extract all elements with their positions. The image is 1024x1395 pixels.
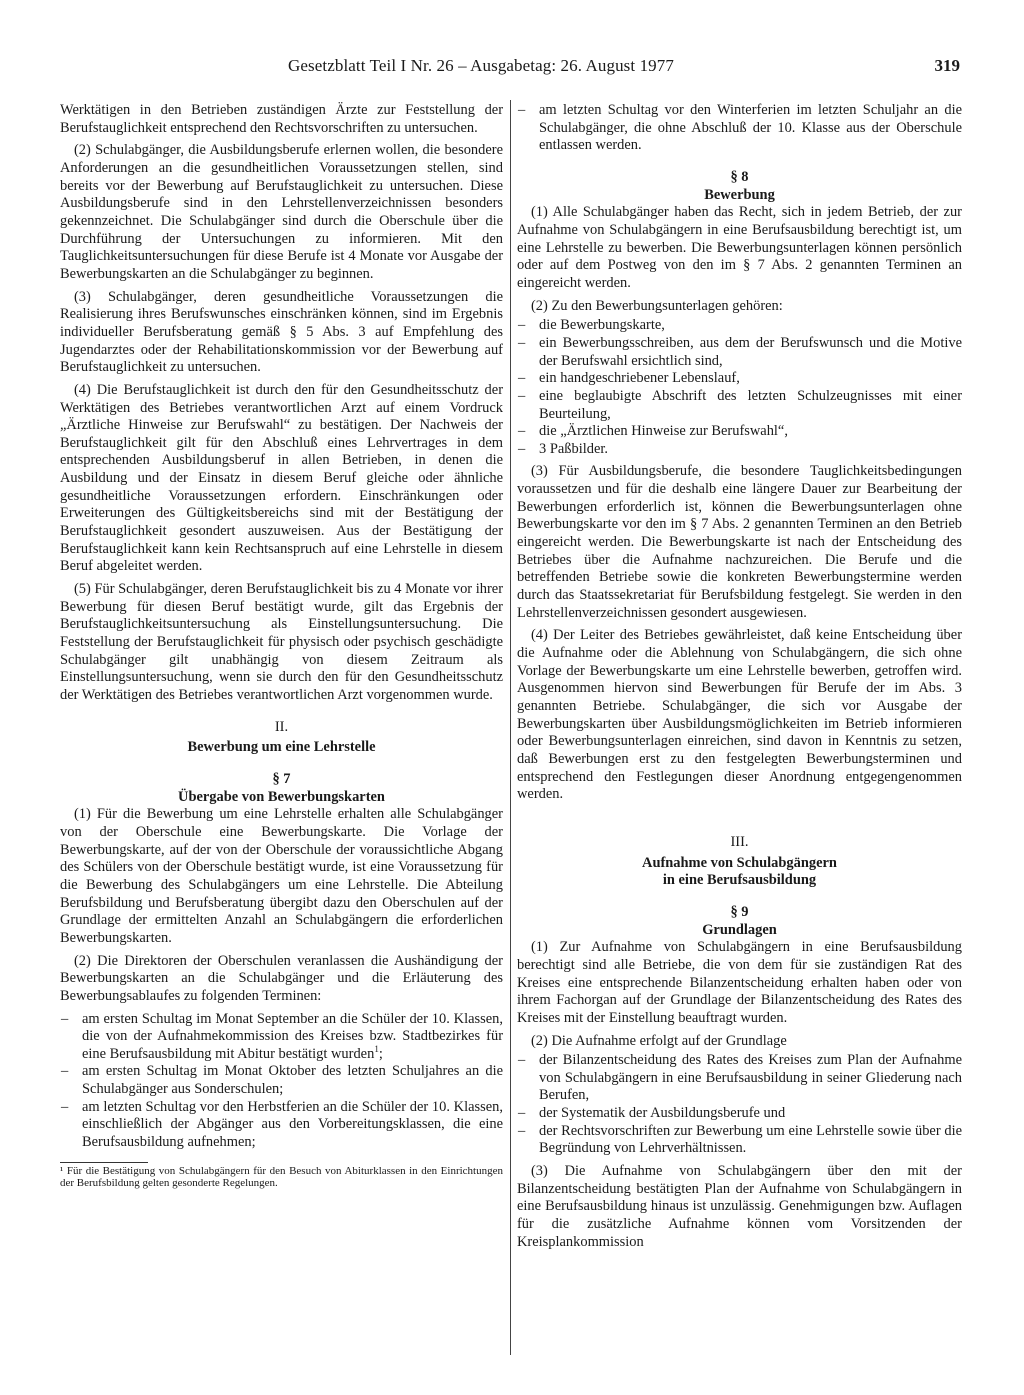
list-item: – am ersten Schultag im Monat Oktober des letzten Schuljahres an die Schulabgänger aus Sonderschulen; bbox=[60, 1063, 503, 1098]
paragraph-number: § 9 bbox=[730, 903, 749, 920]
list-item: – die „Ärztlichen Hinweise zur Berufswahl“, bbox=[517, 423, 962, 441]
paragraph-title: Übergabe von Bewerbungskarten bbox=[178, 788, 385, 805]
footnote-marker: 1 bbox=[374, 1044, 379, 1054]
paragraph: (5) Für Schulabgänger, deren Berufstauglichkeit bis zu 4 Monate vor ihrer Bewerbung für diesen Beruf bestätigt wurde, gilt das Ergebnis der Berufstauglichkeitsuntersuchung als Einstellungsuntersuchung. Die Feststellung der Berufstauglichkeit für physisch oder psychisch geschädigte Schulabgänger gilt unabhängig von diesem Zeitraum als Einstellungsuntersuchung, wenn sie durch den für den Gesundheitsschutz der Werktätigen des Betriebes verantwortlichen Arzt vorgenommen wurde. bbox=[60, 581, 503, 703]
paragraph: (4) Der Leiter des Betriebes gewährleistet, daß keine Entscheidung über die Aufnahme oder die Ablehnung von Schulabgängern, die sich ohne Vorlage der Bewerbungskarte um eine Lehrstelle bewerben, getroffen wird. Ausgenommen hiervon sind Bewerbungen für Berufe der im Abs. 3 genannten Betriebe. Schulabgänger, die sich vor Ausgabe der Bewerbungskarten über Ausbildungsmöglichkeiten im Betrieb informieren oder Bewerbungsunterlagen einreichen, sind davon in Kenntnis zu setzen, daß Bewerbungen erst zu den festgelegten Bewerbungsterminen und entsprechend den Festlegungen dieser Anordnung entgegengenommen werden. bbox=[517, 627, 962, 803]
column-divider bbox=[510, 100, 511, 1355]
paragraph: (1) Zur Aufnahme von Schulabgängern in eine Berufsausbildung berechtigt sind alle Betriebe, die von dem für sie zuständigen Rat des Kreises eine entsprechende Bilanzentscheidung erhalten haben oder von ihrem Fachorgan auf der Grundlage der Bilanzentscheidung des Rates des Kreises mit der Einstellung beauftragt wurden. bbox=[517, 939, 962, 1026]
paragraph: (4) Die Berufstauglichkeit ist durch den für den Gesundheitsschutz der Werktätigen des Betriebes verantwortlichen Arzt auf einem Vordruck „Ärztliche Hinweise zur Berufswahl“ zu bestätigen. Der Nachweis der Berufstauglichkeit gilt für den Abschluß eines Lehrvertrages in dem entsprechenden Ausbildungsberuf in allen Betrieben, in denen die Ausbildung und der Einsatz in diesem Beruf gleiche oder ähnliche gesundheitliche Voraussetzungen erfordern. Einschränkungen oder Erweiterungen des Gültigkeitsbereichs sind mit der Bestätigung der Berufstauglichkeit gesondert auszuweisen. Aus der Bestätigung der Berufstauglichkeit kann kein Rechtsanspruch auf eine Lehrstelle in diesem Beruf abgeleitet werden. bbox=[60, 381, 503, 575]
list-item: – 3 Paßbilder. bbox=[517, 441, 962, 459]
paragraph: (2) Schulabgänger, die Ausbildungsberufe erlernen wollen, die besondere Anforderungen an die gesundheitlichen Voraussetzungen stellen, sind bereits vor der Bewerbung auf Berufstauglichkeit zu untersuchen. Diese Ausbildungsberufe sind in den Lehrstellenverzeichnissen besonders gekennzeichnet. Die Schulabgänger sind durch die Oberschule über die Durchführung der Untersuchungen zu informieren. Mit den Tauglichkeitsuntersuchungen für diese Berufe ist 4 Monate vor Ausgabe der Bewerbungskarten an die Schulabgänger zu beginnen. bbox=[60, 142, 503, 282]
list-item: – ein Bewerbungsschreiben, aus dem der Berufswunsch und die Motive der Berufswahl ersichtlich sind, bbox=[517, 335, 962, 370]
dates-list bbox=[60, 1011, 503, 1152]
section-title: Bewerbung um eine Lehrstelle bbox=[187, 739, 376, 756]
paragraph-number: § 7 bbox=[272, 770, 291, 787]
paragraph-title: Grundlagen bbox=[702, 921, 777, 938]
list-item: – am letzten Schultag vor den Winterferien im letzten Schuljahr an die Schulabgänger, die ohne Abschluß der 10. Klasse aus der Oberschule entlassen werden. bbox=[517, 102, 962, 155]
paragraph: (3) Schulabgänger, deren gesundheitliche Voraussetzungen die Realisierung ihres Berufswunsches einschränken können, sind im Ergebnis individueller Berufsberatung gemäß § 5 Abs. 3 auf Empfehlung des Jugendarztes oder der Rehabilitationskommission vor der Bewerbung auf Berufstauglichkeit zu untersuchen. bbox=[60, 288, 503, 376]
page-header bbox=[60, 56, 960, 80]
section-number: II. bbox=[274, 718, 289, 735]
left-column bbox=[60, 102, 503, 1190]
list-item: – am letzten Schultag vor den Herbstferien an die Schüler der 10. Klassen, einschließlich der Abgänger aus den Vorbereitungsklassen, die eine Berufsausbildung aufnehmen; bbox=[60, 1099, 503, 1152]
section-title: in eine Berufsausbildung bbox=[662, 872, 817, 889]
paragraph: (1) Alle Schulabgänger haben das Recht, sich in jedem Betrieb, der zur Aufnahme von Schulabgängern in eine Berufsausbildung berechtigt ist, um eine Lehrstelle zu bewerben. Die Bewerbungsunterlagen können persönlich oder auf dem Postweg von den im § 7 Abs. 2 genannten Terminen an eingereicht werden. bbox=[517, 204, 962, 291]
paragraph: (3) Die Aufnahme von Schulabgängern über den mit der Bilanzentscheidung bestätigten Plan der Aufnahme von Schulabgängern in eine Berufsausbildung hinaus ist unzulässig. Genehmigungen bzw. Auflagen für die zusätzliche Aufnahme können vom Vorsitzenden der Kreisplankommission bbox=[517, 1163, 962, 1250]
paragraph-number: § 8 bbox=[730, 168, 749, 185]
dates-list-continued bbox=[517, 102, 962, 155]
paragraph: (3) Für Ausbildungsberufe, die besondere Tauglichkeitsbedingungen voraussetzen und für die deshalb eine längere Dauer zur Bearbeitung der Bewerbungen erforderlich ist, können die Bewerbungsunterlagen ohne Bewerbungskarte vor den im § 7 Abs. 2 genannten Terminen an den Betrieb eingereicht werden. Die Bewerbungskarte ist nach der Entscheidung des Betriebes über die Aufnahme nachzureichen. Die Berufe und die betreffenden Betriebe sowie die konkreten Bewerbungstermine werden durch das Staatssekretariat für Berufsbildung festgelegt. Sie werden in den Lehrstellenverzeichnissen gesondert ausgewiesen. bbox=[517, 463, 962, 621]
list-item: – ein handgeschriebener Lebenslauf, bbox=[517, 370, 962, 388]
paragraph: (2) Die Direktoren der Oberschulen veranlassen die Aushändigung der Bewerbungskarten an die Schulabgänger und die Erläuterung des Bewerbungsablaufes zu folgenden Terminen: bbox=[60, 952, 503, 1004]
gazette-title: Gesetzblatt Teil I Nr. 26 – Ausgabetag: 26. August 1977 bbox=[288, 56, 674, 75]
paragraph-title: Bewerbung bbox=[704, 186, 775, 203]
list-item: – der Systematik der Ausbildungsberufe und bbox=[517, 1105, 962, 1123]
paragraph: Werktätigen in den Betrieben zuständigen Ärzte zur Feststellung der Berufstauglichkeit entsprechend den Rechtsvorschriften zu untersuchen. bbox=[60, 102, 503, 136]
list-item: – die Bewerbungskarte, bbox=[517, 317, 962, 335]
documents-list bbox=[517, 317, 962, 458]
footnote: ¹ Für die Bestätigung von Schulabgängern für den Besuch von Abiturklassen in den Einrichtungen der Berufsbildung gelten gesonderte Regelungen. bbox=[60, 1164, 503, 1190]
paragraph: (2) Zu den Bewerbungsunterlagen gehören: bbox=[531, 297, 783, 314]
basis-list bbox=[517, 1052, 962, 1158]
list-item: – der Bilanzentscheidung des Rates des Kreises zum Plan der Aufnahme von Schulabgängern in eine Berufsausbildung in seiner Gliederung nach Berufen, bbox=[517, 1052, 962, 1105]
paragraph: (1) Für die Bewerbung um eine Lehrstelle erhalten alle Schulabgänger von der Oberschule eine Bewerbungskarte. Die Vorlage der Bewerbungskarte, auf der von der Oberschule der voraussichtliche Abgang des Schülers von der Oberschule bestätigt wurde, ist eine Voraussetzung für die Bewerbung des Schulabgängers um eine Lehrstelle. Die Abteilung Berufsbildung und Berufsberatung übergibt dazu den Oberschulen auf der Grundlage der ermittelten Anzahl an Schulabgängern die erforderlichen Bewerbungskarten. bbox=[60, 806, 503, 946]
footnote-rule bbox=[60, 1162, 148, 1163]
section-number: III. bbox=[730, 833, 749, 850]
list-item: – eine beglaubigte Abschrift des letzten Schulzeugnisses mit einer Beurteilung, bbox=[517, 388, 962, 423]
paragraph: (2) Die Aufnahme erfolgt auf der Grundlage bbox=[531, 1032, 787, 1049]
page-number: 319 bbox=[934, 56, 960, 75]
section-title: Aufnahme von Schulabgängern bbox=[642, 854, 837, 871]
list-item: – am ersten Schultag im Monat September an die Schüler der 10. Klassen, die von der Aufnahmekommission des Kreises bzw. Stadtbezirkes für eine Berufsausbildung mit Abitur bestätigt wurden$^1$; bbox=[60, 1011, 503, 1064]
list-item: – der Rechtsvorschriften zur Bewerbung um eine Lehrstelle sowie über die Begründung von Lehrverhältnissen. bbox=[517, 1123, 962, 1158]
right-column bbox=[517, 102, 962, 1256]
